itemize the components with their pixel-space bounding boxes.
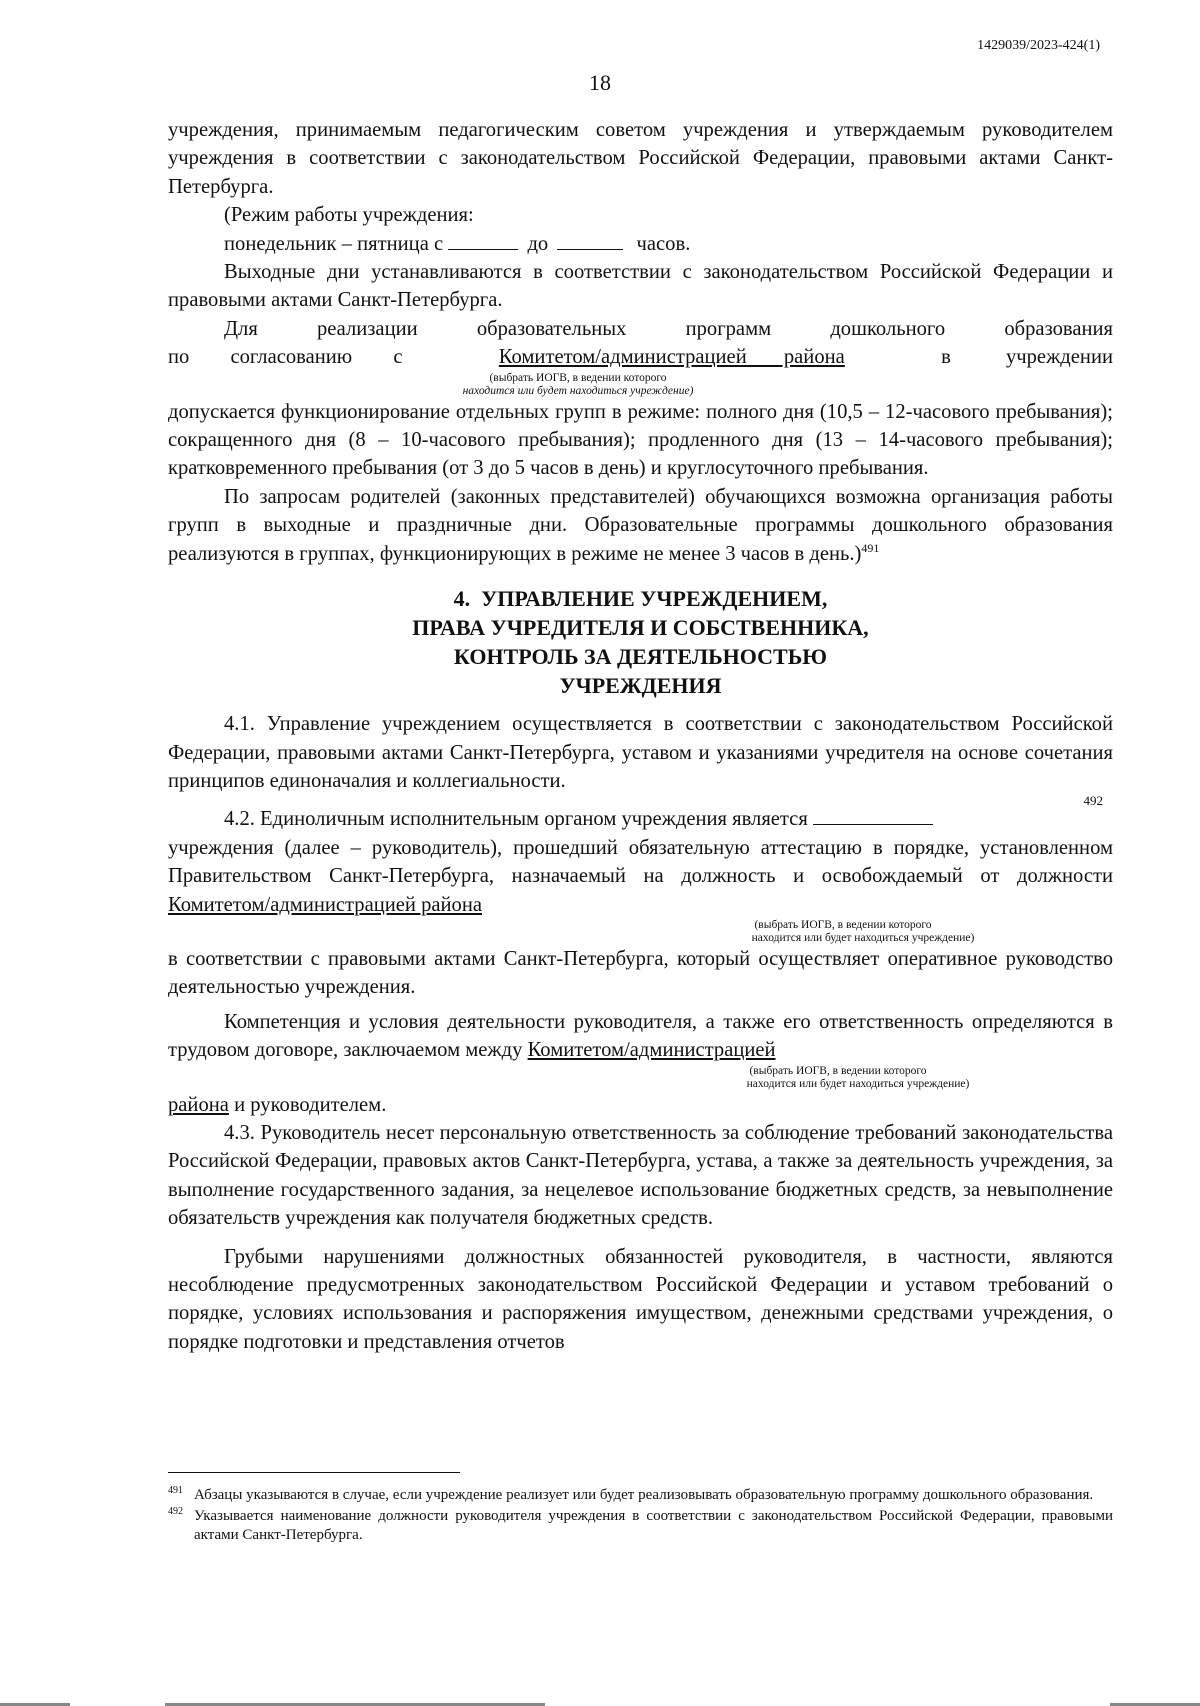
paragraph-violations: Грубыми нарушениями должностных обязанностей руководителя, в частности, являются несоблюдение предусмотренных законодательством Российской Федерации и уставом требований о порядке, условиях использования и распоряжения имуществом, денежными средствами учреждения, о порядке подготовки и представления отчетов	[168, 1245, 1113, 1353]
section-title-line2: ПРАВА УЧРЕДИТЕЛЯ И СОБСТВЕННИКА,	[412, 615, 869, 641]
hours-from-blank	[448, 231, 518, 250]
groups-post: в учреждении	[941, 346, 1113, 369]
district-link: района	[168, 1093, 229, 1116]
paragraph-competence-end: района и руководителем.	[168, 1093, 387, 1116]
section-number: 4.	[453, 586, 471, 612]
footnotes	[168, 1486, 1113, 1547]
paragraph-groups-line2	[168, 343, 1113, 371]
document-body	[168, 116, 1113, 1356]
hours-from-label: понедельник – пятница с	[224, 232, 444, 255]
section-title-line3: КОНТРОЛЬ ЗА ДЕЯТЕЛЬНОСТЬЮ	[453, 644, 828, 670]
paragraph-groups-rest: допускается функционирование отдельных групп в режиме: полного дня (10,5 – 12-часового пребывания); сокращенного дня (8 – 10-часового пребывания); продленного дня (13 – 14-часового пребывания); кратковременного пребывания (от 3 до 5 часов в день) и круглосуточного пребывания.	[168, 400, 1113, 480]
paragraph-4-2-mid: учреждения (далее – руководитель), прошедший обязательную аттестацию в порядке, установленном Правительством Санкт-Петербурга, назначаемый на должность и освобождаемый от должности Комитетом/администрацией района	[168, 836, 1113, 916]
document-id: 1429039/2023-424(1)	[977, 38, 1100, 53]
footnote-separator	[168, 1472, 460, 1473]
page-number: 18	[589, 70, 611, 95]
paragraph-parents: По запросам родителей (законных представителей) обучающихся возможна организация работы групп в выходные и праздничные дни. Образовательные программы дошкольного образования реализуются в группах, функционирующих в режиме не менее 3 часов в день.)$^{491}$	[168, 485, 1113, 565]
hours-to-label: до	[527, 232, 549, 255]
paragraph-competence: Компетенция и условия деятельности руководителя, а также его ответственность определяются в трудовом договоре, заключаемом между Комитетом/администрацией	[168, 1010, 1113, 1062]
footnote-ref-491: 491	[861, 540, 880, 555]
ogv-note-1: (выбрать ИОГВ, в ведении которого находится или будет находиться учреждение)	[462, 371, 694, 397]
committee-link-2: Комитетом/администрацией района	[168, 893, 483, 916]
groups-pre: по согласованию с	[168, 346, 403, 369]
ogv-note-2: (выбрать ИОГВ, в ведении которого находится или будет находиться учреждение)	[751, 918, 975, 944]
hours-to-blank	[557, 231, 623, 250]
section-heading	[168, 584, 1113, 700]
section-title-line4: УЧРЕЖДЕНИЯ	[559, 673, 722, 699]
head-position-blank	[813, 806, 933, 825]
paragraph-groups-line1: Для реализации образовательных программ дошкольного образования	[224, 317, 1113, 340]
committee-link-3: Комитетом/администрацией	[527, 1039, 776, 1062]
paragraph-4-1: 4.1. Управление учреждением осуществляется в соответствии с законодательством Российской Федерации, правовыми актами Санкт-Петербурга, уставом и указаниями учредителя на основе сочетания принципов единоначалия и коллегиальности.	[168, 713, 1113, 792]
footnote-491: $^{491}$ Абзацы указываются в случае, если учреждение реализует или будет реализовывать образовательную программу дошкольного образования.	[168, 1485, 1094, 1503]
paragraph-intro: учреждения, принимаемым педагогическим советом учреждения и утверждаемым руководителем учреждения в соответствии с законодательством Российской Федерации, правовыми актами Санкт-Петербурга.	[168, 119, 1113, 198]
committee-link-1: Комитетом/администрацией района	[498, 346, 845, 369]
paragraph-4-2-rest: в соответствии с правовыми актами Санкт-Петербурга, который осуществляет оперативное руководство деятельностью учреждения.	[168, 947, 1113, 999]
footnote-492: $^{492}$ Указывается наименование должности руководителя учреждения в соответствии с законодательством Российской Федерации, правовыми актами Санкт-Петербурга.	[168, 1506, 1113, 1543]
paragraph-hours	[168, 230, 1113, 258]
paragraph-4-3: 4.3. Руководитель несет персональную ответственность за соблюдение требований законодательства Российской Федерации, правовых актов Санкт-Петербурга, устава, а также за деятельность учреждения, за выполнение государственного задания, за нецелевое использование бюджетных средств, за невыполнение обязательств учреждения как получателя бюджетных средств.	[168, 1121, 1113, 1230]
paragraph-4-2-line1: 4.2. Единоличным исполнительным органом учреждения является	[168, 805, 1113, 833]
paragraph-weekends: Выходные дни устанавливаются в соответствии с законодательством Российской Федерации и правовыми актами Санкт-Петербурга.	[168, 261, 1113, 312]
paragraph-mode: (Режим работы учреждения:	[224, 204, 474, 227]
hours-suffix: часов.	[636, 232, 691, 255]
ogv-note-3: (выбрать ИОГВ, в ведении которого находится или будет находиться учреждение)	[746, 1064, 970, 1090]
footnote-ref-492: 492	[1083, 793, 1103, 809]
section-title-line1: УПРАВЛЕНИЕ УЧРЕЖДЕНИЕМ,	[481, 586, 828, 612]
